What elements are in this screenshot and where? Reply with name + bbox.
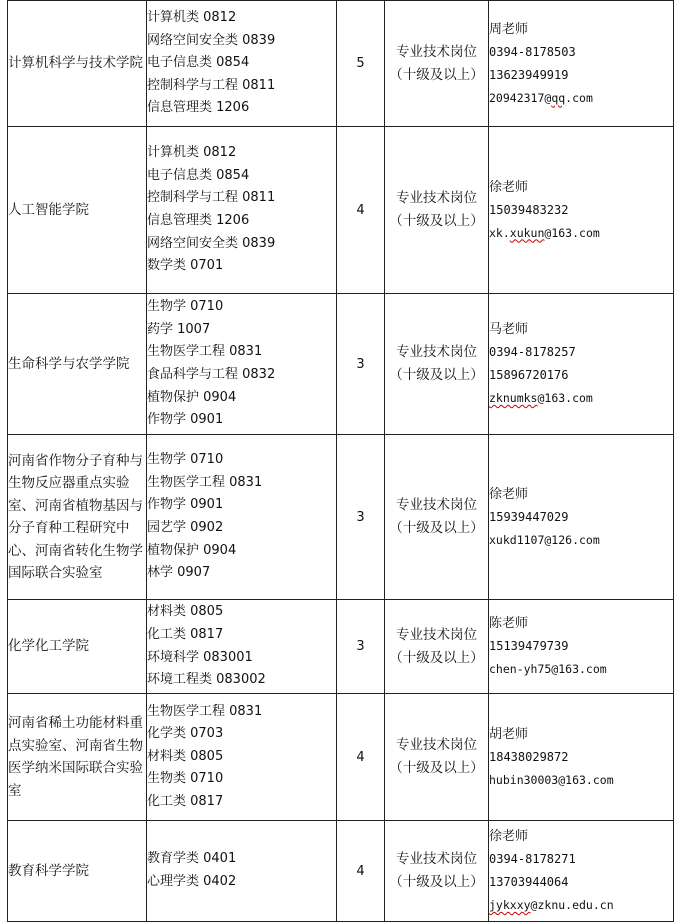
post-cell xyxy=(385,821,489,922)
major-item: 化工类 0817 xyxy=(147,793,224,809)
major-item: 植物保护 0904 xyxy=(147,389,237,405)
major-item: 计算机类 0812 xyxy=(147,145,237,161)
major-item: 化学类 0703 xyxy=(147,726,224,742)
contact-cell xyxy=(489,294,674,435)
major-item: 计算机类 0812 xyxy=(147,10,237,26)
contact-phone: 0394-8178503 xyxy=(489,44,576,59)
major-item: 生物医学工程 0831 xyxy=(147,474,263,490)
contact-name: 徐老师 xyxy=(489,486,529,502)
post-line: 专业技术岗位 xyxy=(396,851,477,867)
email-part: xk. xyxy=(489,225,510,240)
major-item: 药学 1007 xyxy=(147,321,211,337)
post-line: 专业技术岗位 xyxy=(396,190,477,206)
count-cell: 4 xyxy=(337,821,385,922)
table-row xyxy=(8,127,674,294)
post-line: 专业技术岗位 xyxy=(396,626,477,643)
post-line: 专业技术岗位 xyxy=(396,43,477,60)
contact-cell xyxy=(489,694,674,821)
unit-cell: 生命科学与农学学院 xyxy=(8,294,147,435)
email-part: @zknu.edu.cn xyxy=(530,898,614,912)
majors-cell xyxy=(147,1,337,127)
table-row xyxy=(8,435,674,600)
unit-cell: 河南省稀土功能材料重点实验室、河南省生物医学纳米国际联合实验室 xyxy=(8,694,147,821)
post-line: （十级及以上） xyxy=(389,367,484,383)
contact-email xyxy=(489,894,673,917)
majors-cell xyxy=(147,600,337,694)
table-row xyxy=(8,821,674,922)
major-item: 信息管理类 1206 xyxy=(147,100,250,116)
post-line: （十级及以上） xyxy=(389,213,484,229)
table-row xyxy=(8,600,674,694)
contact-email xyxy=(489,769,673,792)
post-line: 专业技术岗位 xyxy=(396,737,477,753)
count-cell: 5 xyxy=(337,1,385,127)
email-part: jykxxy xyxy=(489,898,531,912)
count-cell: 3 xyxy=(337,435,385,600)
major-item: 网络空间安全类 0839 xyxy=(147,235,276,251)
email-part: qq xyxy=(551,90,566,105)
major-item: 植物保护 0904 xyxy=(147,542,237,558)
count-cell: 4 xyxy=(337,127,385,294)
contact-name: 徐老师 xyxy=(489,829,529,844)
majors-cell xyxy=(147,694,337,821)
post-cell xyxy=(385,435,489,600)
contact-cell xyxy=(489,600,674,694)
major-item: 作物学 0901 xyxy=(147,412,224,428)
contact-phone: 18438029872 xyxy=(489,749,569,764)
unit-cell: 化学化工学院 xyxy=(8,600,147,694)
post-line: （十级及以上） xyxy=(389,66,484,83)
major-item: 生物类 0710 xyxy=(147,771,224,787)
major-item: 生物医学工程 0831 xyxy=(147,703,263,719)
contact-phone: 15139479739 xyxy=(489,639,569,653)
contact-phone: 15896720176 xyxy=(489,368,569,382)
contact-cell xyxy=(489,821,674,922)
email-part: zknumks xyxy=(489,391,538,405)
major-item: 生物学 0710 xyxy=(147,452,224,468)
major-item: 化工类 0817 xyxy=(147,626,224,642)
count-cell: 3 xyxy=(337,600,385,694)
major-item: 生物医学工程 0831 xyxy=(147,344,263,360)
post-line: 专业技术岗位 xyxy=(396,497,477,513)
contact-name: 周老师 xyxy=(489,21,529,37)
email-part: hubin30003@163.com xyxy=(489,772,614,787)
post-line: （十级及以上） xyxy=(389,520,484,536)
post-cell xyxy=(385,294,489,435)
email-part: xukd1107@126.com xyxy=(489,532,600,547)
email-part: xukun xyxy=(509,225,545,240)
major-item: 电子信息类 0854 xyxy=(147,167,250,183)
contact-email xyxy=(489,222,673,245)
post-line: （十级及以上） xyxy=(389,649,484,666)
major-item: 园艺学 0902 xyxy=(147,520,224,535)
major-item: 材料类 0805 xyxy=(147,748,224,764)
post-line: （十级及以上） xyxy=(389,874,484,890)
unit-cell: 教育科学学院 xyxy=(8,821,147,922)
contact-phone: 15039483232 xyxy=(489,202,569,217)
contact-name: 陈老师 xyxy=(489,616,529,631)
contact-phone: 13703944064 xyxy=(489,875,569,889)
unit-cell: 人工智能学院 xyxy=(8,127,147,294)
major-item: 教育学类 0401 xyxy=(147,851,237,867)
count-cell: 3 xyxy=(337,294,385,435)
major-item: 食品科学与工程 0832 xyxy=(147,367,276,382)
post-line: 专业技术岗位 xyxy=(396,344,477,360)
major-item: 控制科学与工程 0811 xyxy=(147,190,276,206)
contact-name: 马老师 xyxy=(489,322,529,337)
major-item: 数学类 0701 xyxy=(147,258,224,274)
unit-cell: 计算机科学与技术学院 xyxy=(8,1,147,127)
majors-cell xyxy=(147,435,337,600)
contact-email xyxy=(489,87,673,110)
contact-cell xyxy=(489,127,674,294)
contact-email xyxy=(489,658,673,681)
unit-cell: 河南省作物分子育种与生物反应器重点实验室、河南省植物基因与分子育种工程研究中心、河南省转化生物学国际联合实验室 xyxy=(8,435,147,600)
email-part: chen-yh75@163.com xyxy=(489,662,607,676)
table-body xyxy=(8,1,674,922)
contact-cell xyxy=(489,1,674,127)
post-line: （十级及以上） xyxy=(389,760,484,776)
majors-cell xyxy=(147,821,337,922)
majors-cell xyxy=(147,127,337,294)
post-cell xyxy=(385,600,489,694)
contact-phone: 0394-8178271 xyxy=(489,852,576,866)
major-item: 环境工程类 083002 xyxy=(147,672,266,688)
table-row xyxy=(8,694,674,821)
major-item: 控制科学与工程 0811 xyxy=(147,77,276,93)
contact-cell xyxy=(489,435,674,600)
email-part: @163.com xyxy=(544,225,600,240)
major-item: 作物学 0901 xyxy=(147,497,224,513)
email-part: 20942317@ xyxy=(489,90,552,105)
table-row xyxy=(8,294,674,435)
major-item: 网络空间安全类 0839 xyxy=(147,32,276,48)
major-item: 林学 0907 xyxy=(147,565,211,581)
contact-email xyxy=(489,529,673,552)
major-item: 环境科学 083001 xyxy=(147,649,253,665)
contact-phone: 13623949919 xyxy=(489,67,569,82)
contact-name: 胡老师 xyxy=(489,726,529,742)
post-cell xyxy=(385,1,489,127)
majors-cell xyxy=(147,294,337,435)
post-cell xyxy=(385,694,489,821)
contact-phone: 15939447029 xyxy=(489,509,569,524)
email-part: @163.com xyxy=(537,391,593,405)
table-row xyxy=(8,1,674,127)
major-item: 材料类 0805 xyxy=(147,604,224,620)
major-item: 心理学类 0402 xyxy=(147,874,237,889)
major-item: 生物学 0710 xyxy=(147,299,224,315)
post-cell xyxy=(385,127,489,294)
major-item: 电子信息类 0854 xyxy=(147,55,250,71)
recruitment-table xyxy=(7,0,674,922)
count-cell: 4 xyxy=(337,694,385,821)
email-part: .com xyxy=(565,90,593,105)
major-item: 信息管理类 1206 xyxy=(147,213,250,228)
contact-name: 徐老师 xyxy=(489,179,529,195)
contact-email xyxy=(489,387,673,410)
contact-phone: 0394-8178257 xyxy=(489,345,576,359)
